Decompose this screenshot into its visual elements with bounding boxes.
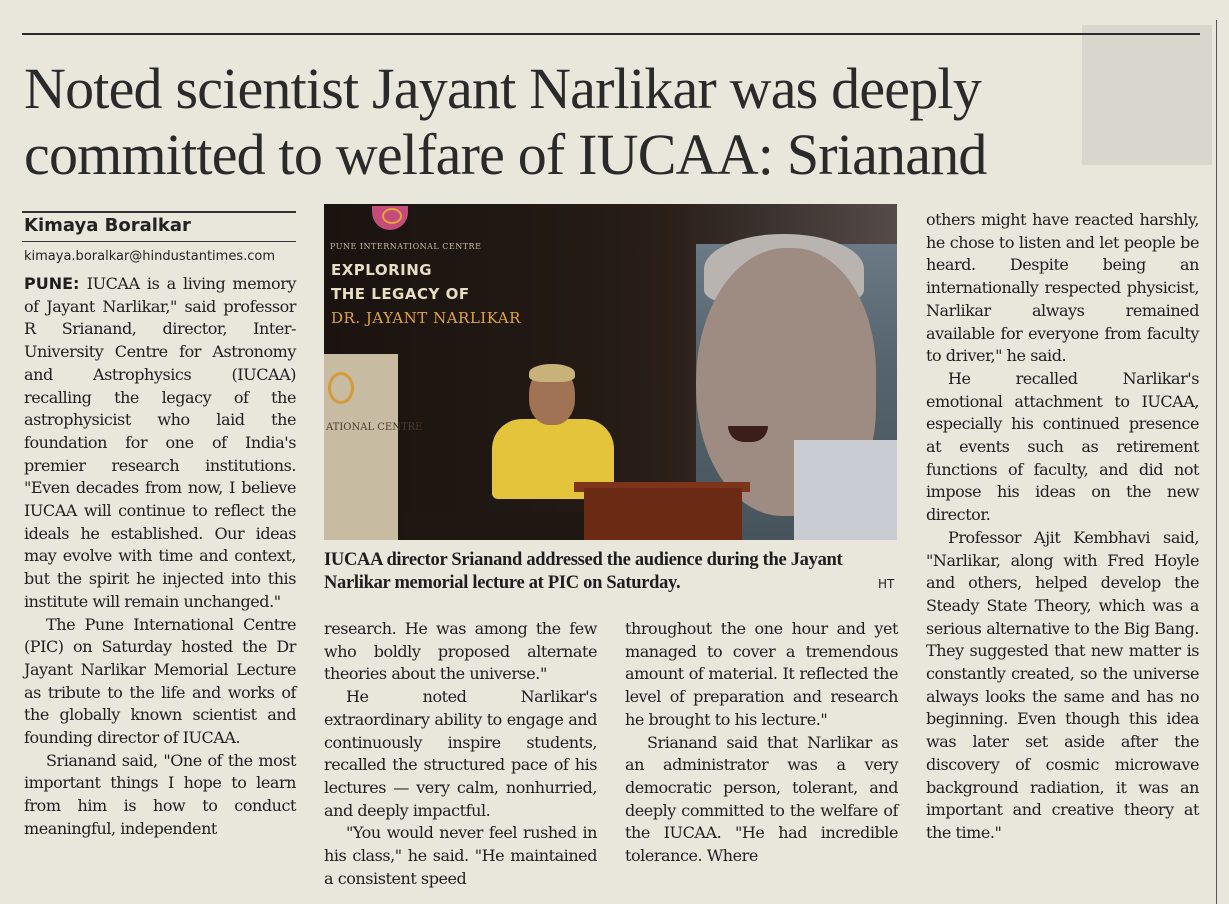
article-paragraph: Professor Ajit Kembhavi said, "Narlikar, along with Fred Hoyle and others, helped develop the Steady State Theory, which was a serious alternative to the Big Bang. They suggested that new matter is constantly created, so the universe always looks the same and has no beginning. Even though this idea was later set aside after the discovery of cosmic microwave background radiation, it was an important and creative theory at the time." — [926, 527, 1199, 842]
top-rule — [22, 33, 1200, 35]
stage-desk — [404, 512, 584, 540]
article-paragraph: He recalled Narlikar's emotional attachment to IUCAA, especially his continued presence at events such as retirement functions of faculty, and did not impose his ideas on the new director. — [926, 368, 1199, 525]
column-divider — [1216, 20, 1217, 904]
standee-logo-icon — [328, 372, 354, 404]
banner-line-1: EXPLORING — [331, 261, 433, 279]
dateline: PUNE: — [24, 274, 80, 293]
banner-line-2: THE LEGACY OF — [331, 285, 470, 303]
article-column-2 — [324, 618, 597, 890]
byline-divider — [22, 241, 296, 242]
headline: Noted scientist Jayant Narlikar was deeply committed to welfare of IUCAA: Srianand — [24, 56, 987, 187]
speaker-hair — [529, 364, 575, 382]
standee-text: ATIONAL CENTRE — [326, 422, 423, 433]
portrait-collar — [794, 440, 897, 540]
event-banner — [331, 258, 521, 330]
byline-rule — [22, 211, 296, 213]
article-paragraph: Srianand said, "One of the most important things I hope to learn from him is how to conduct meaningful, independent — [24, 750, 296, 838]
pic-logo-icon — [372, 206, 408, 230]
photo-credit: HT — [878, 577, 895, 591]
article-paragraph: "You would never feel rushed in his class," he said. "He maintained a consistent speed — [324, 823, 597, 888]
banner-organiser: PUNE INTERNATIONAL CENTRE — [330, 242, 482, 251]
podium — [584, 488, 742, 540]
event-photo — [324, 204, 897, 540]
byline-email: kimaya.boralkar@hindustantimes.com — [24, 249, 275, 264]
article-paragraph: others might have reacted harshly, he chose to listen and let people be heard. Despite being an internationally respected physicist, Narlikar always remained available for everyone from faculty to driver," he said. — [926, 210, 1199, 366]
article-paragraph: He noted Narlikar's extraordinary ability to engage and continuously inspire students, recalled the structured pace of his lectures — very calm, nonhurried, and deeply impactful. — [324, 687, 597, 820]
article-paragraph: Srianand said that Narlikar as an administrator was a very democratic person, tolerant, and deeply committed to the welfare of the IUCAA. "He had incredible tolerance. Where — [625, 732, 898, 866]
article-column-3 — [625, 618, 898, 868]
article-paragraph: throughout the one hour and yet managed to cover a tremendous amount of material. It reflected the level of preparation and research he brought to his lecture." — [625, 619, 898, 729]
article-paragraph — [24, 273, 296, 614]
article-paragraph: research. He was among the few who boldly proposed alternate theories about the universe." — [324, 619, 597, 684]
byline-name: Kimaya Boralkar — [24, 215, 191, 236]
banner-line-3: DR. JAYANT NARLIKAR — [331, 309, 521, 327]
article-column-4 — [926, 209, 1199, 845]
article-paragraph: The Pune International Centre (PIC) on Saturday hosted the Dr Jayant Narlikar Memorial Lecture as tribute to the life and works of the globally known scientist and founding director of IUCAA. — [24, 614, 296, 748]
photo-caption: IUCAA director Srianand addressed the audience during the Jayant Narlikar memorial lecture at PIC on Saturday. — [324, 550, 843, 593]
article-column-1 — [24, 273, 296, 841]
paragraph-text: IUCAA is a living memory of Jayant Narlikar," said professor R Srianand, director, Inter-University Centre for Astronomy and Astrophysics (IUCAA) recalling the legacy of the astrophysicist who laid the foundation for one of India's premier research institutions. "Even decades from now, I believe IUCAA will continue to reflect the ideals he established. Our ideas may evolve with time and context, but the spirit he injected into this institute will remain unchanged." — [24, 274, 296, 611]
